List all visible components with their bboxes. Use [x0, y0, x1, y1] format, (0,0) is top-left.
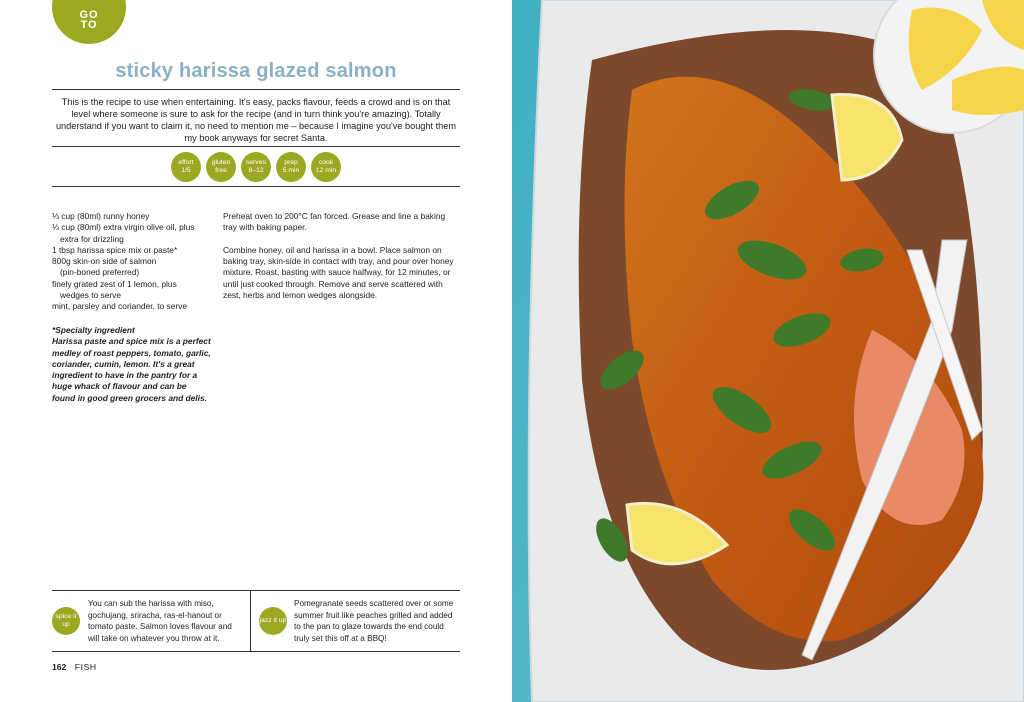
tip-text: You can sub the harissa with miso, gochujang, sriracha, ras-el-hanout or tomato paste. Salmon loves flavour and will take on whatever you throw at it. [88, 599, 232, 643]
ingredient-list [52, 211, 217, 313]
specialty-body: Harissa paste and spice mix is a perfect medley of roast peppers, tomato, garlic, coriander, cumin, lemon. It's a great ingredient to have in the pantry for a huge whack of flavour and can be found in good green grocers and delis. [52, 336, 211, 403]
tips-box [52, 590, 460, 652]
recipe-stats [52, 152, 460, 182]
ingredient-item: 1 tbsp harissa spice mix or paste* [52, 244, 178, 255]
cook-badge [311, 152, 341, 182]
divider [52, 186, 460, 187]
prep-badge [276, 152, 306, 182]
ingredient-item: extra for drizzling [60, 233, 124, 244]
method-step: Preheat oven to 200°C fan forced. Grease and line a baking tray with baking paper. [223, 211, 446, 233]
method-step: Combine honey, oil and harissa in a bowl. Place salmon on baking tray, skin-side in contact with tray, and pour over honey mixture. Roast, basting with sauce halfway, for 12 minutes, or until just cooked through. Remove and serve scattered with zest, herbs and lemon wedges alongside. [223, 244, 454, 301]
badge-value: 5 min [282, 167, 300, 174]
page-number: 162 [52, 662, 67, 672]
tip-text: Pomegranate seeds scattered over or some summer fruit like peaches grilled and added to the pan to glaze towards the end could truly set this off at a BBQ! [294, 599, 454, 643]
page-footer [52, 662, 97, 672]
divider [52, 146, 460, 147]
specialty-note [52, 325, 212, 404]
ingredient-item: wedges to serve [60, 290, 121, 301]
specialty-heading: *Specialty ingredient [52, 325, 135, 335]
gluten-free-badge [206, 152, 236, 182]
recipe-title: sticky harissa glazed salmon [115, 60, 397, 82]
badge-label: cook [318, 159, 334, 166]
effort-badge [171, 152, 201, 182]
divider [52, 89, 460, 90]
badge-label: prep [284, 159, 298, 166]
ingredient-item: (pin-boned preferred) [60, 267, 140, 278]
badge-value: 12 min [315, 167, 337, 174]
badge-label: gluten [211, 159, 231, 166]
badge-value: free [215, 167, 227, 174]
ingredient-item: mint, parsley and coriander, to serve [52, 301, 187, 312]
salmon-photo [512, 0, 1024, 702]
badge-value: 8–12 [248, 167, 264, 174]
logo-badge [52, 0, 126, 44]
ingredient-item: 800g skin-on side of salmon [52, 256, 157, 267]
ingredient-item: ⅓ cup (80ml) runny honey [52, 211, 150, 221]
section-name: FISH [74, 662, 97, 672]
logo-text: GO TO [79, 9, 99, 31]
recipe-intro: This is the recipe to use when entertaining. It's easy, packs flavour, feeds a crowd and is on that level where someone is sure to ask for the recipe (and in turn think you're amazing). Totally understand if you want to claim it, no need to mention me – because I imagine you've bought them my book anyways for secret Santa. [55, 97, 457, 143]
badge-label: effort [178, 159, 194, 166]
method [223, 211, 461, 313]
badge-value: 1/5 [181, 167, 191, 174]
spice-it-up-badge: spice it up [52, 607, 80, 635]
ingredient-item: finely grated zest of 1 lemon, plus [52, 278, 177, 289]
badge-label: serves [245, 159, 267, 166]
salmon-photo-icon [512, 0, 1024, 702]
jazz-it-up-badge: jazz it up [259, 607, 287, 635]
divider [250, 591, 251, 651]
ingredient-item: ⅓ cup (80ml) extra virgin olive oil, plus [52, 222, 195, 233]
serves-badge [241, 152, 271, 182]
